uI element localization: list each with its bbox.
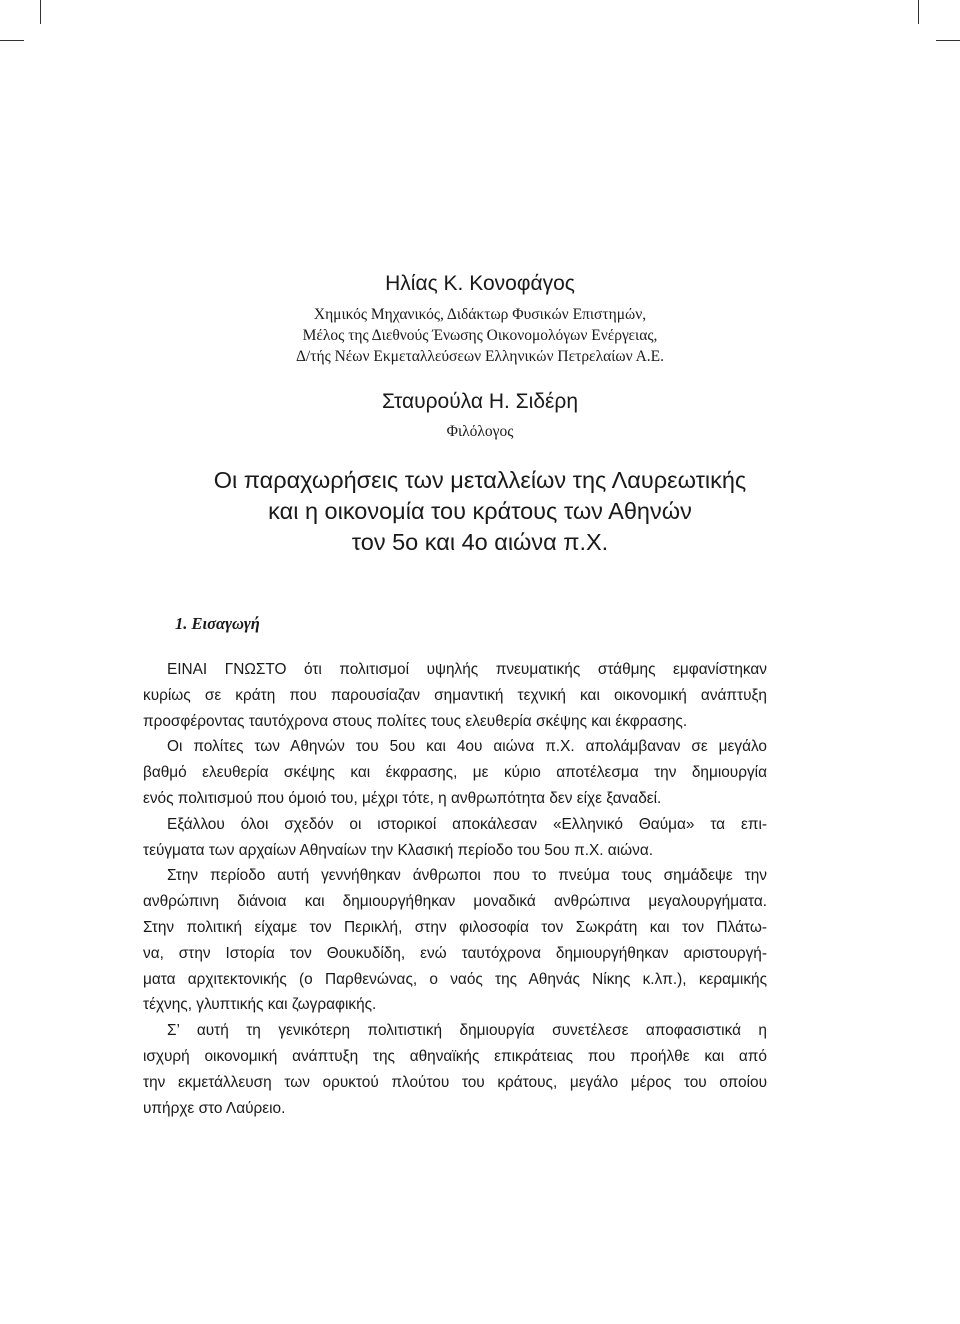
paragraph (143, 863, 767, 1018)
article-title (0, 465, 960, 558)
text-line: κυρίως σε κράτη που παρουσίαζαν σημαντική τεχνική και οικονομική ανάπτυξη (143, 686, 767, 704)
section-heading: 1. Εισαγωγή (175, 614, 260, 633)
text-line: υπήρχε στο Λαύρειο. (143, 1099, 286, 1117)
paragraph (143, 812, 767, 864)
title-line: Οι παραχωρήσεις των μεταλλείων της Λαυρεωτικής (213, 467, 747, 493)
text-line: ισχυρή οικονομική ανάπτυξη της αθηναϊκής επικράτειας που προήλθε και από (143, 1047, 767, 1065)
text-line: τεύγματα των αρχαίων Αθηναίων την Κλασική περίοδο του 5ου π.Χ. αιώνα. (143, 841, 654, 859)
paragraph (143, 1018, 767, 1121)
crop-mark (0, 40, 24, 41)
body-text (143, 657, 767, 1121)
author-affiliation (0, 304, 960, 367)
text-line: την εκμετάλλευση των ορυκτού πλούτου του κράτους, μεγάλο μέρος του οποίου (143, 1073, 767, 1091)
text-line: βαθμό ελευθερία σκέψης και έκφρασης, με κύριο αποτέλεσμα την δημιουργία (143, 764, 767, 782)
text-line: τέχνης, γλυπτικής και ζωγραφικής. (143, 996, 377, 1014)
text-line: Στην περίοδο αυτή γεννήθηκαν άνθρωποι που το πνεύμα τους σημάδεψε την (167, 867, 767, 885)
title-line: τον 5ο και 4ο αιώνα π.Χ. (351, 529, 609, 555)
text-line: ανθρώπινη διάνοια και δημιουργήθηκαν μοναδικά ανθρώπινα μεγαλουργήματα. (143, 893, 767, 911)
text-line: ΕΙΝΑΙ ΓΝΩΣΤΟ ότι πολιτισμοί υψηλής πνευματικής στάθμης εμφανίστηκαν (167, 661, 767, 678)
text-line: προσφέροντας ταυτόχρονα στους πολίτες τους ελευθερία σκέψης και έκφρασης. (143, 712, 688, 730)
crop-mark (40, 0, 41, 24)
text-line: να, στην Ιστορία τον Θουκυδίδη, ενώ ταυτόχρονα δημιουργήθηκαν αριστουργή- (143, 944, 767, 962)
author-affiliation: Φιλόλογος (446, 423, 514, 440)
crop-mark (918, 0, 919, 24)
crop-mark (936, 40, 960, 41)
text-line: Στην πολιτική είχαμε τον Περικλή, στην φιλοσοφία τον Σωκράτη και τον Πλάτω- (143, 918, 767, 936)
text-line: ενός πολιτισμού που όμοιό του, μέχρι τότε, η ανθρωπότητα δεν είχε ξαναδεί. (143, 789, 662, 807)
affiliation-line: Μέλος της Διεθνούς Ένωσης Οικονομολόγων Ενέργειας, (302, 327, 658, 344)
text-line: Σ’ αυτή τη γενικότερη πολιτιστική δημιουργία συνετέλεσε αποφασιστικά η (167, 1022, 767, 1040)
title-line: και η οικονομία του κράτους των Αθηνών (268, 498, 692, 524)
paragraph (143, 657, 767, 734)
text-line: ματα αρχιτεκτονικής (ο Παρθενώνας, ο ναός της Αθηνάς Νίκης κ.λπ.), κεραμικής (143, 970, 767, 988)
author-name: Ηλίας Κ. Κονοφάγος (385, 272, 575, 295)
affiliation-line: Δ/τής Νέων Εκμεταλλεύσεων Ελληνικών Πετρελαίων Α.Ε. (295, 348, 665, 365)
author-name: Σταυρούλα Η. Σιδέρη (381, 390, 579, 413)
affiliation-line: Χημικός Μηχανικός, Διδάκτωρ Φυσικών Επιστημών, (313, 306, 647, 323)
text-line: Οι πολίτες των Αθηνών του 5ου και 4ου αιώνα π.Χ. απολάμβαναν σε μεγάλο (167, 738, 767, 756)
text-line: Εξάλλου όλοι σχεδόν οι ιστορικοί αποκάλεσαν «Ελληνικό Θαύμα» τα επι- (167, 815, 767, 833)
paragraph (143, 734, 767, 811)
